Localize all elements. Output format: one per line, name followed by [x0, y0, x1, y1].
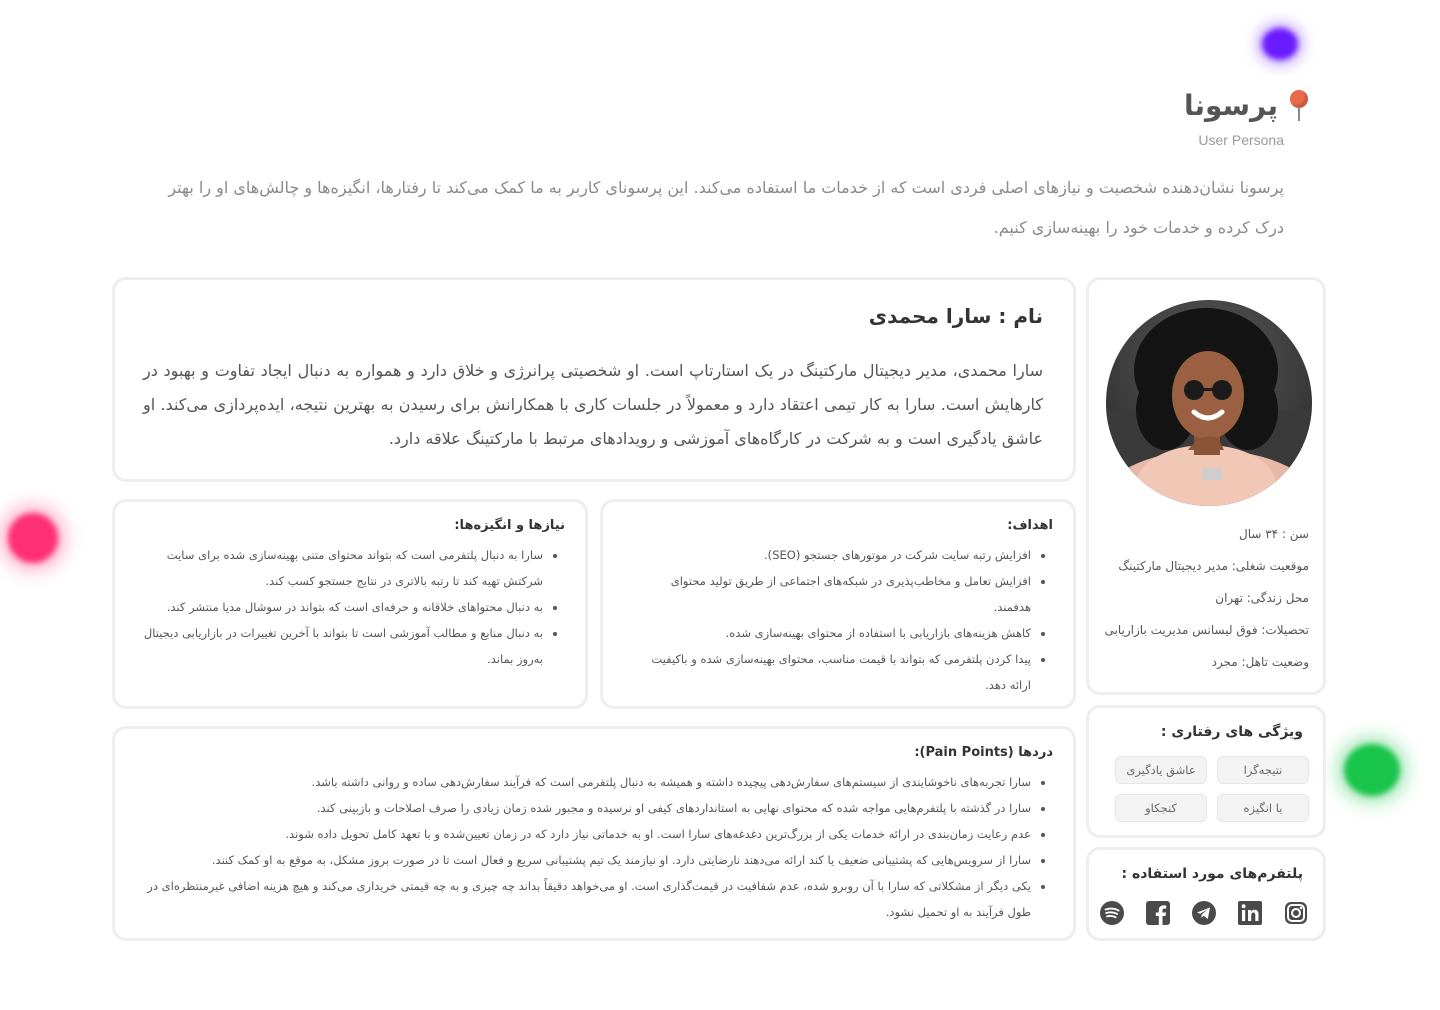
needs-list: [135, 542, 555, 672]
page-intro: پرسونا نشان‌دهنده شخصیت و نیازهای اصلی فردی است که از خدمات ما استفاده می‌کند. این پرسونای کاربر به ما کمک می‌کند تا رفتارها، انگیزه‌ها و چالش‌های او را بهتر درک کرده و خدمات خود را بهینه‌سازی کنیم.: [168, 178, 1284, 237]
info-job: موقعیت شغلی: مدیر دیجیتال مارکتینگ: [1118, 559, 1309, 573]
trait-chip: کنجکاو: [1115, 794, 1207, 822]
decorative-green-blob: [1344, 744, 1400, 796]
list-item: • افزایش رتبه سایت شرکت در موتورهای جستجو (SEO).: [633, 542, 1031, 568]
list-item: • یکی دیگر از مشکلاتی که سارا با آن روبرو شده، عدم شفافیت در قیمت‌گذاری است. او می‌خواهد دقیقاً بداند چه چیزی و به چه قیمتی خریداری می‌کند و هیچ هزینه اضافی غیرمنتظره‌ای در طول فرآیند به او تحمیل نشود.: [133, 873, 1031, 925]
platform-icon-row: [1099, 900, 1309, 926]
spotify-icon[interactable]: [1099, 900, 1125, 926]
info-location: محل زندگی: تهران: [1215, 591, 1309, 605]
trait-chip: با انگیزه: [1217, 794, 1309, 822]
info-marital-status: وضعیت تاهل: مجرد: [1211, 655, 1309, 669]
list-item: • سارا از سرویس‌هایی که پشتیبانی ضعیف یا کند ارائه می‌دهند نارضایتی دارد. او نیازمند یک تیم پشتیبانی سریع و فعال است تا در صورت بروز مشکل، به موقع به او کمک کنند.: [133, 847, 1031, 873]
decorative-purple-blob: [1262, 28, 1298, 60]
list-item: • عدم رعایت زمان‌بندی در ارائه خدمات یکی از بزرگ‌ترین دغدغه‌های سارا است. او به خدماتی نیاز دارد که در زمان تعیین‌شده و با تعهد کامل تحویل داده شوند.: [133, 821, 1031, 847]
platforms-card: [1086, 847, 1326, 941]
goals-list: [633, 542, 1043, 698]
list-item: • پیدا کردن پلتفرمی که بتواند با قیمت مناسب، محتوای بهینه‌سازی شده و باکیفیت ارائه دهد.: [633, 646, 1031, 698]
needs-card: [112, 499, 588, 709]
list-item: • سارا در گذشته با پلتفرم‌هایی مواجه شده که محتوای نهایی به استانداردهای کیفی او نرسیده و مجبور شده زمان زیادی را صرف اصلاحات و بازبینی کند.: [133, 795, 1031, 821]
pushpin-icon: [1288, 88, 1310, 122]
info-education: تحصیلات: فوق لیسانس مدیریت بازاریابی: [1104, 623, 1309, 637]
trait-chip: عاشق یادگیری: [1115, 756, 1207, 784]
instagram-icon[interactable]: [1283, 900, 1309, 926]
info-age: سن : ۳۴ سال: [1238, 527, 1309, 541]
behavior-traits-card: [1086, 705, 1326, 838]
trait-chip: نتیجه‌گرا: [1217, 756, 1309, 784]
pain-points-card: [112, 726, 1076, 941]
list-item: • افزایش تعامل و مخاطب‌پذیری در شبکه‌های اجتماعی از طریق تولید محتوای هدفمند.: [633, 568, 1031, 620]
persona-bio: سارا محمدی، مدیر دیجیتال مارکتینگ در یک استارتاپ است. او شخصیتی پرانرژی و خلاق دارد و همواره به دنبال ایجاد تفاوت و بهبود در کارهایش است. سارا به کار تیمی اعتقاد دارد و معمولاً در جلسات کاری با همکارانش برای رسیدن به بهترین نتیجه، ایده‌پردازی می‌کند. او عاشق یادگیری است و به شرکت در کارگاه‌های آموزشی و رویدادهای مرتبط با مارکتینگ علاقه دارد.: [143, 361, 1043, 448]
page-subtitle: User Persona: [1198, 132, 1284, 148]
linkedin-icon[interactable]: [1237, 900, 1263, 926]
needs-title: نیازها و انگیزه‌ها:: [454, 518, 565, 533]
facebook-icon[interactable]: [1145, 900, 1171, 926]
platforms-title: پلتفرم‌های مورد استفاده :: [1121, 866, 1303, 882]
list-item: • به دنبال منابع و مطالب آموزشی است تا بتواند با آخرین تغییرات در بازاریابی دیجیتال به‌روز بماند.: [135, 620, 543, 672]
bio-card: [112, 277, 1076, 482]
list-item: • سارا تجربه‌های ناخوشایندی از سیستم‌های سفارش‌دهی پیچیده داشته و همیشه به دنبال پلتفرمی است که فرآیند سفارش‌دهی ساده و روانی داشته باشد.: [133, 769, 1031, 795]
goals-card: [600, 499, 1076, 709]
profile-card: [1086, 277, 1326, 695]
list-item: • سارا به دنبال پلتفرمی است که بتواند محتوای متنی بهینه‌سازی شده برای سایت شرکتش تهیه کند تا رتبه بالاتری در نتایج جستجو کسب کند.: [135, 542, 543, 594]
list-item: • کاهش هزینه‌های بازاریابی با استفاده از محتوای بهینه‌سازی شده.: [633, 620, 1031, 646]
page-title: پرسونا: [1183, 88, 1278, 122]
pain-points-title: دردها (Pain Points):: [914, 745, 1053, 760]
avatar: [1106, 300, 1312, 506]
traits-title: ویژگی های رفتاری :: [1160, 724, 1303, 740]
page-header: [1184, 88, 1310, 122]
persona-name: نام : سارا محمدی: [868, 304, 1043, 328]
list-item: • به دنبال محتواهای خلاقانه و حرفه‌ای است که بتواند در سوشال مدیا منتشر کند.: [135, 594, 543, 620]
goals-title: اهداف:: [1007, 518, 1053, 533]
telegram-icon[interactable]: [1191, 900, 1217, 926]
decorative-pink-blob: [8, 513, 58, 563]
profile-info-list: [1105, 524, 1309, 684]
pain-points-list: [133, 769, 1043, 925]
traits-chip-group: [1105, 756, 1309, 822]
